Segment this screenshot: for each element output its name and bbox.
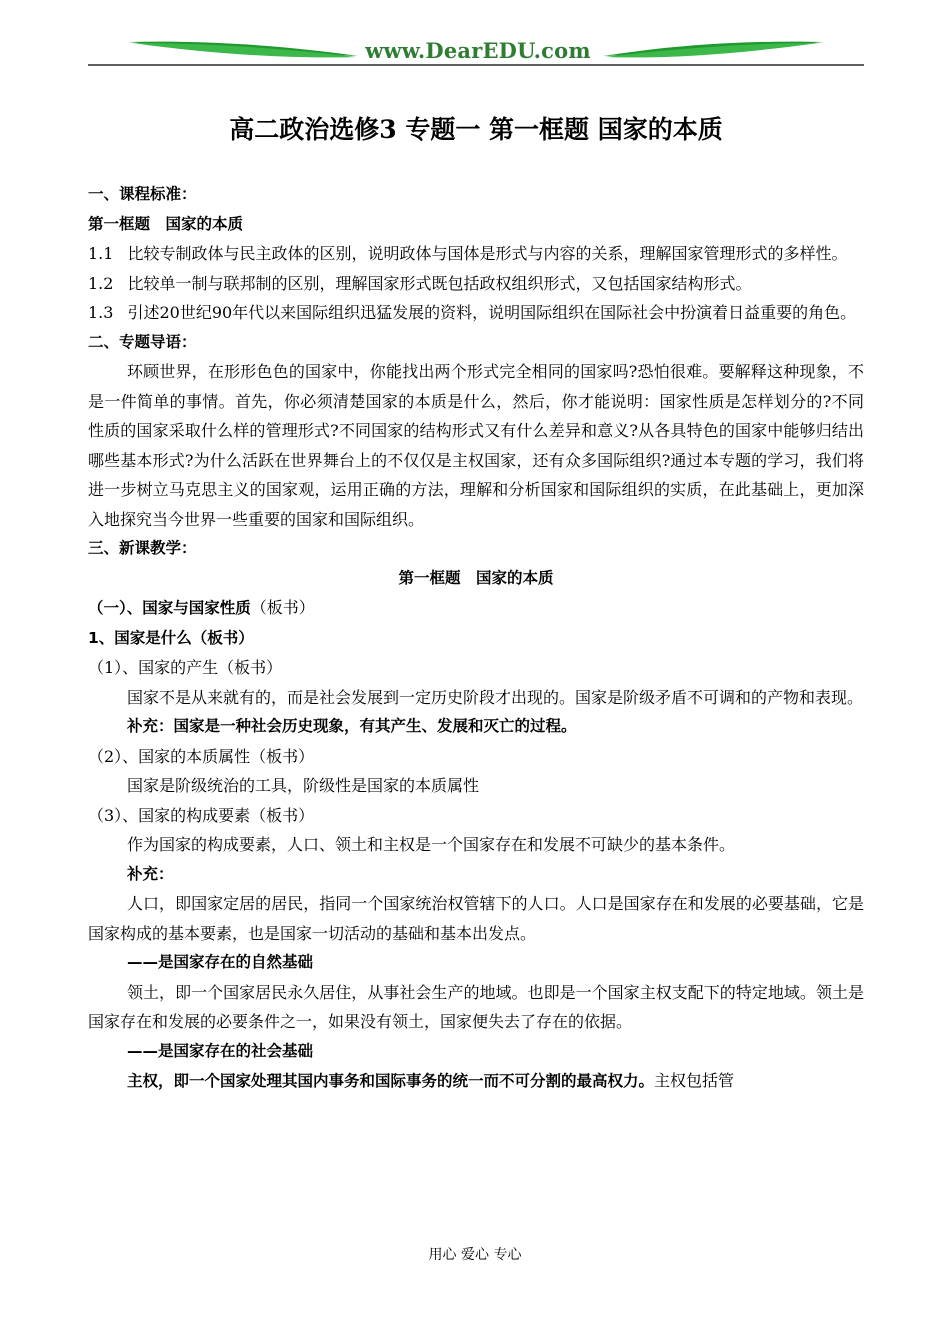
subheading-origin: （1）、国家的产生（板书） bbox=[88, 658, 283, 677]
lesson-title: 第一框题 国家的本质 bbox=[398, 568, 554, 587]
dearedu-banner bbox=[88, 34, 864, 70]
part-heading bbox=[88, 593, 864, 624]
paragraph-territory: 领土，即一个国家居民永久居住，从事社会生产的地域。也即是一个国家主权支配下的特定地域。领土是国家存在和发展的必要条件之一，如果没有领土，国家便失去了存在的依据。 bbox=[88, 982, 864, 1031]
paragraph-essence: 国家是阶级统治的工具，阶级性是国家的本质属性 bbox=[127, 776, 480, 795]
population-basis: ——是国家存在的自然基础 bbox=[127, 953, 314, 971]
sovereignty-continuation: 主权包括管 bbox=[654, 1071, 735, 1090]
page-title: 高二政治选修3 专题一 第一框题 国家的本质 bbox=[229, 115, 723, 144]
paragraph-sovereignty bbox=[88, 1066, 864, 1097]
standard-item bbox=[88, 239, 864, 269]
standard-text: 比较单一制与联邦制的区别，理解国家形式既包括政权组织形式，又包括国家结构形式。 bbox=[127, 273, 752, 293]
standard-text: 比较专制政体与民主政体的区别，说明政体与国体是形式与内容的关系，理解国家管理形式的多样性。 bbox=[127, 244, 848, 263]
territory-basis: ——是国家存在的社会基础 bbox=[127, 1041, 314, 1060]
standard-number: 1.2 bbox=[88, 273, 114, 293]
question-heading: 1、国家是什么（板书） bbox=[88, 628, 254, 647]
sovereignty-definition: 主权，即一个国家处理其国内事务和国际事务的统一而不可分割的最高权力。 bbox=[127, 1072, 655, 1090]
standard-number: 1.1 bbox=[88, 244, 114, 263]
supplement-note: 补充：国家是一种社会历史现象，有其产生、发展和灭亡的过程。 bbox=[127, 717, 577, 735]
part-heading-note: （板书） bbox=[250, 598, 315, 617]
standards-subheading: 第一框题 国家的本质 bbox=[88, 214, 244, 233]
standard-number: 1.3 bbox=[88, 303, 114, 322]
standard-item bbox=[88, 269, 864, 299]
section-heading-standards: 一、课程标准： bbox=[88, 185, 197, 203]
paragraph-origin: 国家不是从来就有的，而是社会发展到一定历史阶段才出现的。国家是阶级矛盾不可调和的产物和表现。 bbox=[127, 687, 864, 707]
supplement-label: 补充： bbox=[127, 864, 174, 883]
banner-logo-text: www.DearEDU.com bbox=[365, 38, 591, 63]
standard-text: 引述20世纪90年代以来国际组织迅猛发展的资料，说明国际组织在国际社会中扮演着日益重要的角色。 bbox=[127, 303, 857, 322]
section-heading-intro: 二、专题导语： bbox=[88, 332, 197, 351]
section-heading-teaching: 三、新课教学： bbox=[88, 539, 197, 557]
page-footer: 用心 爱心 专心 bbox=[428, 1247, 522, 1263]
subheading-essence: （2）、国家的本质属性（板书） bbox=[88, 746, 315, 766]
part-heading-bold: （一）、国家与国家性质 bbox=[88, 599, 251, 617]
paragraph-elements: 作为国家的构成要素，人口、领土和主权是一个国家存在和发展不可缺少的基本条件。 bbox=[127, 835, 736, 854]
standard-item bbox=[88, 298, 864, 328]
document-body bbox=[88, 112, 864, 1097]
subheading-elements: （3）、国家的构成要素（板书） bbox=[88, 805, 315, 825]
paragraph-population: 人口，即国家定居的居民，指同一个国家统治权管辖下的人口。人口是国家存在和发展的必要基础，它是国家构成的基本要素，也是国家一切活动的基础和基本出发点。 bbox=[88, 894, 864, 943]
intro-paragraph: 环顾世界，在形形色色的国家中，你能找出两个形式完全相同的国家吗?恐怕很难。要解释这种现象，不是一件简单的事情。首先，你必须清楚国家的本质是什么，然后，你才能说明：国家性质是怎样划分的?不同性质的国家采取什么样的管理形式?不同国家的结构形式又有什么差异和意义?从各具特色的国家中能够归结出哪些基本形式?为什么活跃在世界舞台上的不仅仅是主权国家，还有众多国际组织?通过本专题的学习，我们将进一步树立马克思主义的国家观，运用正确的方法，理解和分析国家和国际组织的实质，在此基础上，更加深入地探究当今世界一些重要的国家和国际组织。 bbox=[88, 362, 864, 529]
